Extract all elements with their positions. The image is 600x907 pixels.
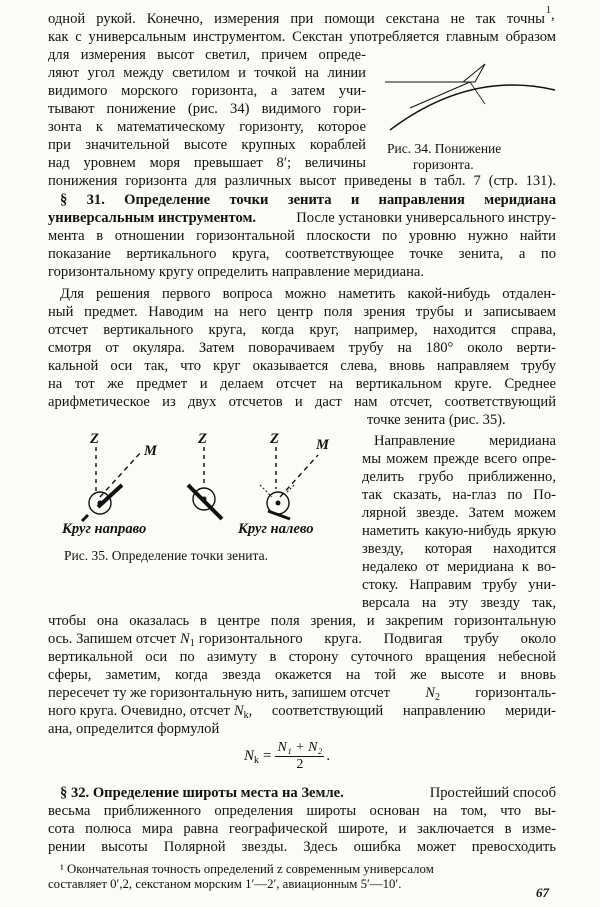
text-line: лярной звезде. Затем можем — [362, 505, 556, 521]
section-32-heading: § 32. Определение широты места на Земле. — [60, 785, 344, 801]
text-line: на тот же предмет и делаем отсчет на вертикальном круге. Среднее — [48, 376, 556, 392]
text-line: показание вертикального круга, соответствующее точке зенита, а по — [48, 246, 556, 262]
mast-triangle — [463, 64, 485, 82]
page-number: 67 — [536, 885, 549, 900]
text-span: горизонтального круга. Подвигая трубу около — [198, 631, 556, 647]
text-line: ный предмет. Наводим на него центр поля зрения трубы и записываем — [48, 304, 556, 320]
section-31-heading-end: универсальным инструментом. — [48, 210, 257, 226]
text-span: пересечет ту же горизонтальную нить, запишем отсчет — [48, 685, 391, 701]
text-line: Для решения первого вопроса можно наметить какой-нибудь отдален- — [60, 286, 556, 302]
text-line: сферы, заметим, когда звезда окажется на той же высоте и вновь — [48, 667, 556, 683]
earth-arc — [390, 85, 555, 130]
text-line: над уровнем моря превышает 8′; величины — [48, 155, 366, 171]
text-line — [48, 684, 556, 704]
text-span: горизонталь- — [475, 685, 556, 701]
text-line: кальной оси так, что круг оказывается слева, вновь направляем трубу — [48, 358, 556, 374]
formula-equals: = — [263, 748, 272, 764]
fig35-z-label-2: Z — [198, 431, 207, 447]
footnote-marker: $^1$, — [546, 5, 555, 23]
text-span: Простейший способ — [429, 785, 556, 801]
text-line: при значительной высоте крупных кораблей — [48, 137, 366, 153]
text-line — [48, 702, 556, 722]
figure-34-caption-line1: Рис. 34. Понижение — [387, 141, 502, 156]
text-span: ного круга. Очевидно, отсчет — [48, 703, 230, 719]
fig35-right-label: Круг налево — [238, 521, 314, 537]
text-line: одной рукой. Конечно, измерения при помощи секстана не так точны — [48, 11, 545, 27]
fig35-z-label-1: Z — [90, 431, 99, 447]
formula-denominator: 2 — [296, 757, 304, 772]
formula — [244, 740, 330, 773]
nk-symbol: $N_k$ — [233, 703, 249, 721]
fig35-z-label-3: Z — [270, 431, 279, 447]
text-line: точке зенита (рис. 35). — [367, 412, 506, 428]
text-line: горизонтальному кругу определить направление меридиана. — [48, 264, 425, 280]
text-line: чтобы она оказалась в центре поля зрения, и закрепим горизонтальную — [48, 613, 556, 629]
text-line: для измерения высот светил, причем опреде- — [48, 47, 366, 63]
text-line: видимого морского горизонта, а затем учи- — [48, 83, 366, 99]
visible-horizon-line — [410, 82, 470, 108]
text-line — [48, 630, 556, 650]
fig35-m-label-1: M — [144, 443, 157, 459]
text-line: тывают понижение (рис. 34) видимого гори- — [48, 101, 366, 117]
text-line: вертикальной оси по азимуту в сторону суточного вращения небесной — [48, 649, 556, 665]
text-line: весьма приближенного определения широты основан на том, что вы- — [48, 803, 556, 819]
text-line: сота полюса мира равна географической широте, и заключается в изме- — [48, 821, 556, 837]
instrument-right — [260, 447, 318, 519]
text-line: недалеко от меридиана к во- — [362, 559, 556, 575]
figure-34-horizon-dip — [375, 60, 560, 135]
text-line: Направление меридиана — [374, 433, 556, 449]
text-span: ось. Запишем отсчет — [48, 631, 176, 647]
text-line: мы можем прежде всего опре- — [362, 451, 556, 467]
text-line: смотря от окуляра. Затем поворачиваем трубу на 180° около верти- — [48, 340, 556, 356]
text-line: зонта к математическому горизонту, которое — [48, 119, 366, 135]
n1-symbol: $N_1$ — [179, 631, 195, 649]
formula-lhs: $N_k$ — [244, 748, 260, 766]
figure-35-caption: Рис. 35. Определение точки зенита. — [64, 548, 268, 563]
text-line: ана, определится формулой — [48, 721, 220, 737]
text-line: ляют угол между светилом и точкой на линии — [48, 65, 366, 81]
fig35-left-label: Круг направо — [62, 521, 147, 537]
text-line: рении высоты Полярной звезды. Здесь ошибка может превосходить — [48, 839, 556, 855]
text-line: так сказать, на-глаз по По- — [362, 487, 556, 503]
formula-numerator: N₁ + N₂ — [277, 740, 323, 755]
text-line: звезду, которая находится — [362, 541, 556, 557]
text-line: арифметическое из двух отсчетов и даст нам отсчет, соответствующий — [48, 394, 556, 410]
instrument-middle — [188, 447, 222, 519]
text-line: версала на эту звезду так, — [362, 595, 556, 611]
figure-34-caption-line2: горизонта. — [413, 157, 474, 172]
footnote-line2: составляет 0′,2, секстаном морским 1′—2′, авиационным 5′—10′. — [48, 877, 402, 891]
fig35-m-label-2: M — [316, 437, 329, 453]
footnote-line1: ¹ Окончательная точность определений z современным универсалом — [60, 862, 434, 876]
text-line — [48, 209, 556, 227]
text-line: отсчет вертикального круга, когда круг, например, находится справа, — [48, 322, 556, 338]
text-line: мента в отношении горизонтальной плоскости по уровню нужно найти — [48, 228, 556, 244]
formula-period: . — [326, 748, 331, 764]
instrument-left — [82, 447, 142, 521]
text-line: делить грубо приближенно, — [362, 469, 556, 485]
text-line: понижения горизонта для различных высот приведены в табл. 7 (стр. 131). — [48, 173, 556, 189]
section-31-heading: § 31. Определение точки зенита и направления меридиана — [60, 192, 556, 208]
text-line — [60, 784, 556, 802]
text-line: стоку. Направим трубу уни- — [362, 577, 556, 593]
n2-symbol: $N_2$ — [425, 685, 440, 703]
dip-line — [470, 82, 485, 104]
formula-fraction — [275, 740, 324, 773]
text-line: как с универсальным инструментом. Секстан употребляется главным образом — [48, 29, 556, 45]
text-span: После установки универсального инстру- — [296, 210, 556, 226]
text-line: наметить какую-нибудь яркую — [362, 523, 556, 539]
text-span: , соответствующий направлению мериди- — [248, 703, 556, 719]
